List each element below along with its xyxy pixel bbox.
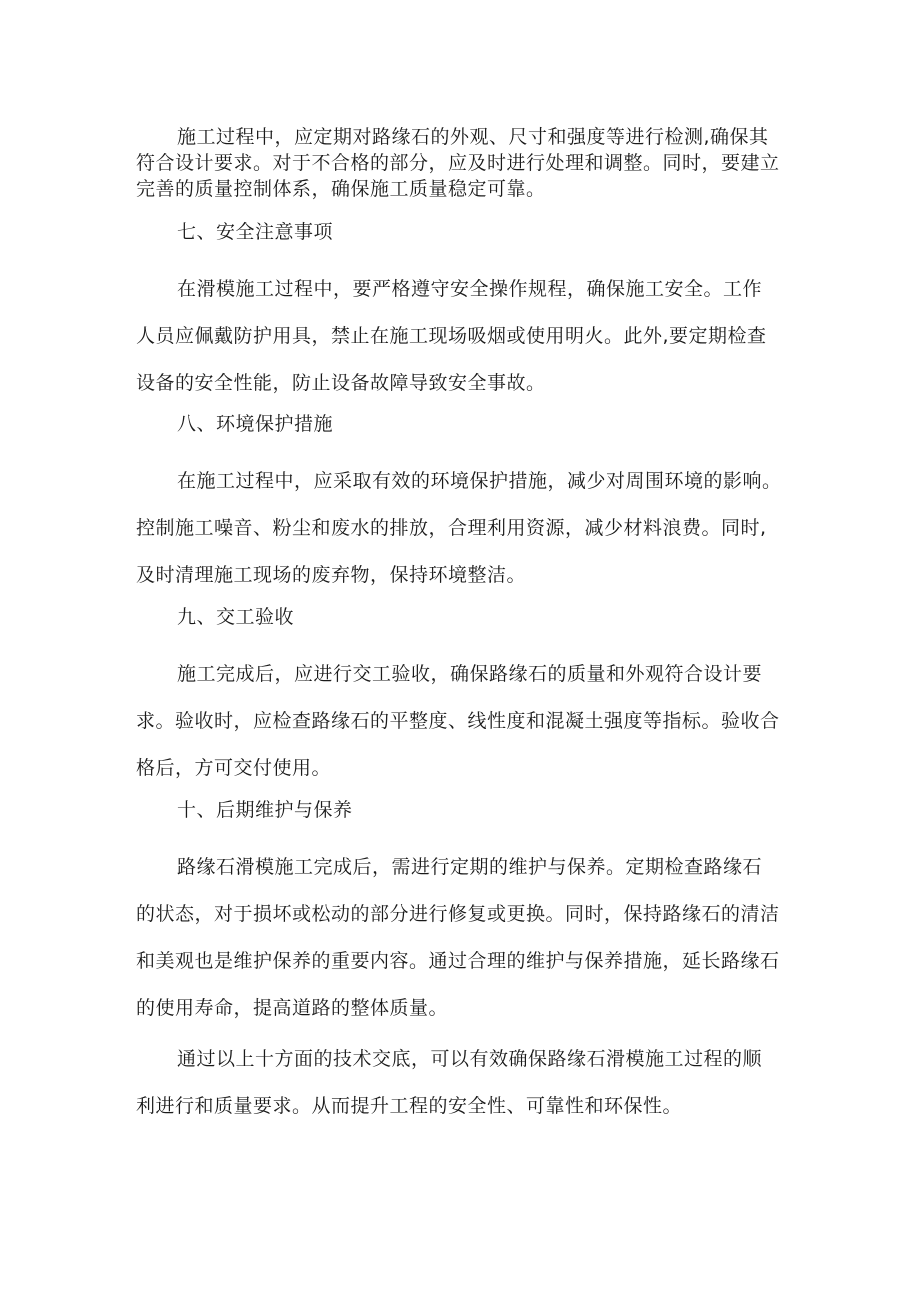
- paragraph-quality-inspection: [136, 124, 780, 202]
- paragraph-maintenance: [136, 844, 780, 1032]
- text-line: 完善的质量控制体系，确保施工质量稳定可靠。: [136, 178, 546, 200]
- text-line: 的使用寿命，提高道路的整体质量。: [136, 997, 449, 1019]
- text-line: 路缘石滑模施工完成后，需进行定期的维护与保养。定期检查路缘石: [177, 856, 763, 878]
- section-heading-7: 七、安全注意事项: [177, 221, 334, 243]
- text-line: 和美观也是维护保养的重要内容。通过合理的维护与保养措施，延长路缘石: [136, 950, 780, 972]
- text-line: 在施工过程中，应采取有效的环境保护措施，减少对周围环境的影响。: [177, 470, 782, 492]
- text-line: 格后，方可交付使用。: [136, 757, 332, 779]
- text-line: 人员应佩戴防护用具，禁止在施工现场吸烟或使用明火。此外,要定期检查: [136, 325, 767, 347]
- paragraph-acceptance: [136, 651, 780, 792]
- text-line: 设备的安全性能，防止设备故障导致安全事故。: [136, 372, 546, 394]
- paragraph-conclusion: [136, 1036, 762, 1130]
- section-heading-8: 八、环境保护措施: [177, 413, 334, 435]
- paragraph-environment: [136, 458, 782, 599]
- text-line: 求。验收时，应检查路缘石的平整度、线性度和混凝土强度等指标。验收合: [136, 710, 780, 732]
- text-line: 在滑模施工过程中，要严格遵守安全操作规程，确保施工安全。工作: [177, 278, 763, 300]
- text-line: 符合设计要求。对于不合格的部分，应及时进行处理和调整。同时，要建立: [136, 152, 780, 174]
- text-line: 施工过程中，应定期对路缘石的外观、尺寸和强度等进行检测,确保其: [177, 126, 769, 148]
- text-line: 通过以上十方面的技术交底，可以有效确保路缘石滑模施工过程的顺: [177, 1048, 763, 1070]
- text-line: 利进行和质量要求。从而提升工程的安全性、可靠性和环保性。: [136, 1095, 683, 1117]
- section-heading-10: 十、后期维护与保养: [177, 799, 353, 821]
- text-line: 控制施工噪音、粉尘和废水的排放，合理利用资源，减少材料浪费。同时,: [136, 517, 767, 539]
- paragraph-safety: [136, 266, 767, 407]
- text-line: 的状态，对于损坏或松动的部分进行修复或更换。同时，保持路缘石的清洁: [136, 903, 780, 925]
- text-line: 及时清理施工现场的废弃物，保持环境整洁。: [136, 564, 527, 586]
- section-heading-9: 九、交工验收: [177, 606, 295, 628]
- text-line: 施工完成后，应进行交工验收，确保路缘石的质量和外观符合设计要: [177, 663, 763, 685]
